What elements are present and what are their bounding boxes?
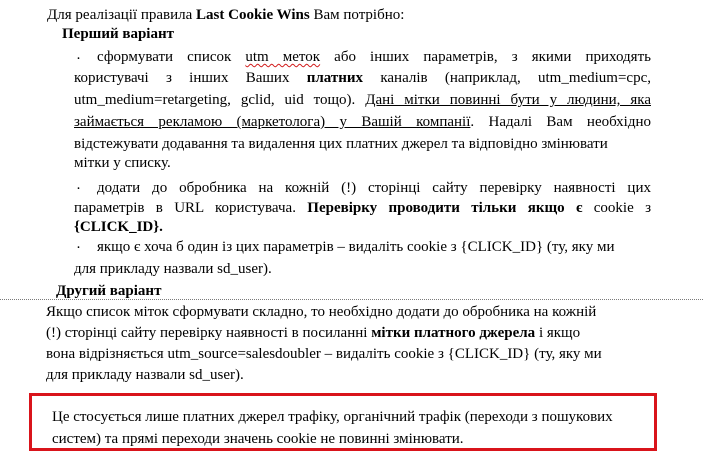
notice-line2: систем) та прямі переходи значень cookie не повинні змінювати. [52,431,464,447]
variant2-line2: (!) сторінці сайту перевірку наявності в посиланні мітки платного джерела і якщо [46,325,581,341]
variant2-heading: Другий варіант [56,283,162,299]
item3-line1: якщо є хоча б один із цих параметрів – видаліть cookie з {CLICK_ID} (ту, яку ми [97,239,615,255]
item1-line4: займається рекламою (маркетолога) у Вашій компанії. Надалі Вам необхідно [74,114,651,130]
item1-line2: користувачі з інших Ваших платних каналів (наприклад, utm_medium=cpc, [74,70,651,86]
variant2-line1: Якщо список міток сформувати складно, то необхідно додати до обробника на кожній [46,304,597,320]
notice-line1: Це стосується лише платних джерел трафіку, органічний трафік (переходи з пошукових [52,409,613,425]
item1-line3: utm_medium=retargeting, gclid, uid тощо). Дані мітки повинні бути у людини, яка [74,92,651,108]
item3-line2: для прикладу назвали sd_user). [74,261,272,277]
item1-line1: сформувати список utm меток або інших параметрів, з якими приходять [97,49,651,65]
rule-name: Last Cookie Wins [196,7,310,23]
variant2-line4: для прикладу назвали sd_user). [46,367,244,383]
variant1-heading: Перший варіант [62,26,174,42]
utm-marks-term: utm меток [245,49,321,65]
page-break-divider [0,299,703,300]
bullet-1: · [76,51,81,67]
intro-line: Для реалізації правила Last Cookie Wins Вам потрібно: [47,7,405,23]
item1-line5: відстежувати додавання та видалення цих платних джерел та відповідно змінювати [74,136,608,152]
bullet-2: · [76,181,81,197]
item2-line2: параметрів в URL користувача. Перевірку проводити тільки якщо є cookie з [74,200,651,216]
item1-line6: мітки у списку. [74,155,171,171]
bullet-3: · [76,240,81,256]
variant2-line3: вона відрізняється utm_source=salesdoubler – видаліть cookie з {CLICK_ID} (ту, яку ми [46,346,602,362]
item2-line1: додати до обробника на кожній (!) сторінці сайту перевірку наявності цих [97,180,651,196]
item2-line3: {CLICK_ID}. [74,219,163,235]
